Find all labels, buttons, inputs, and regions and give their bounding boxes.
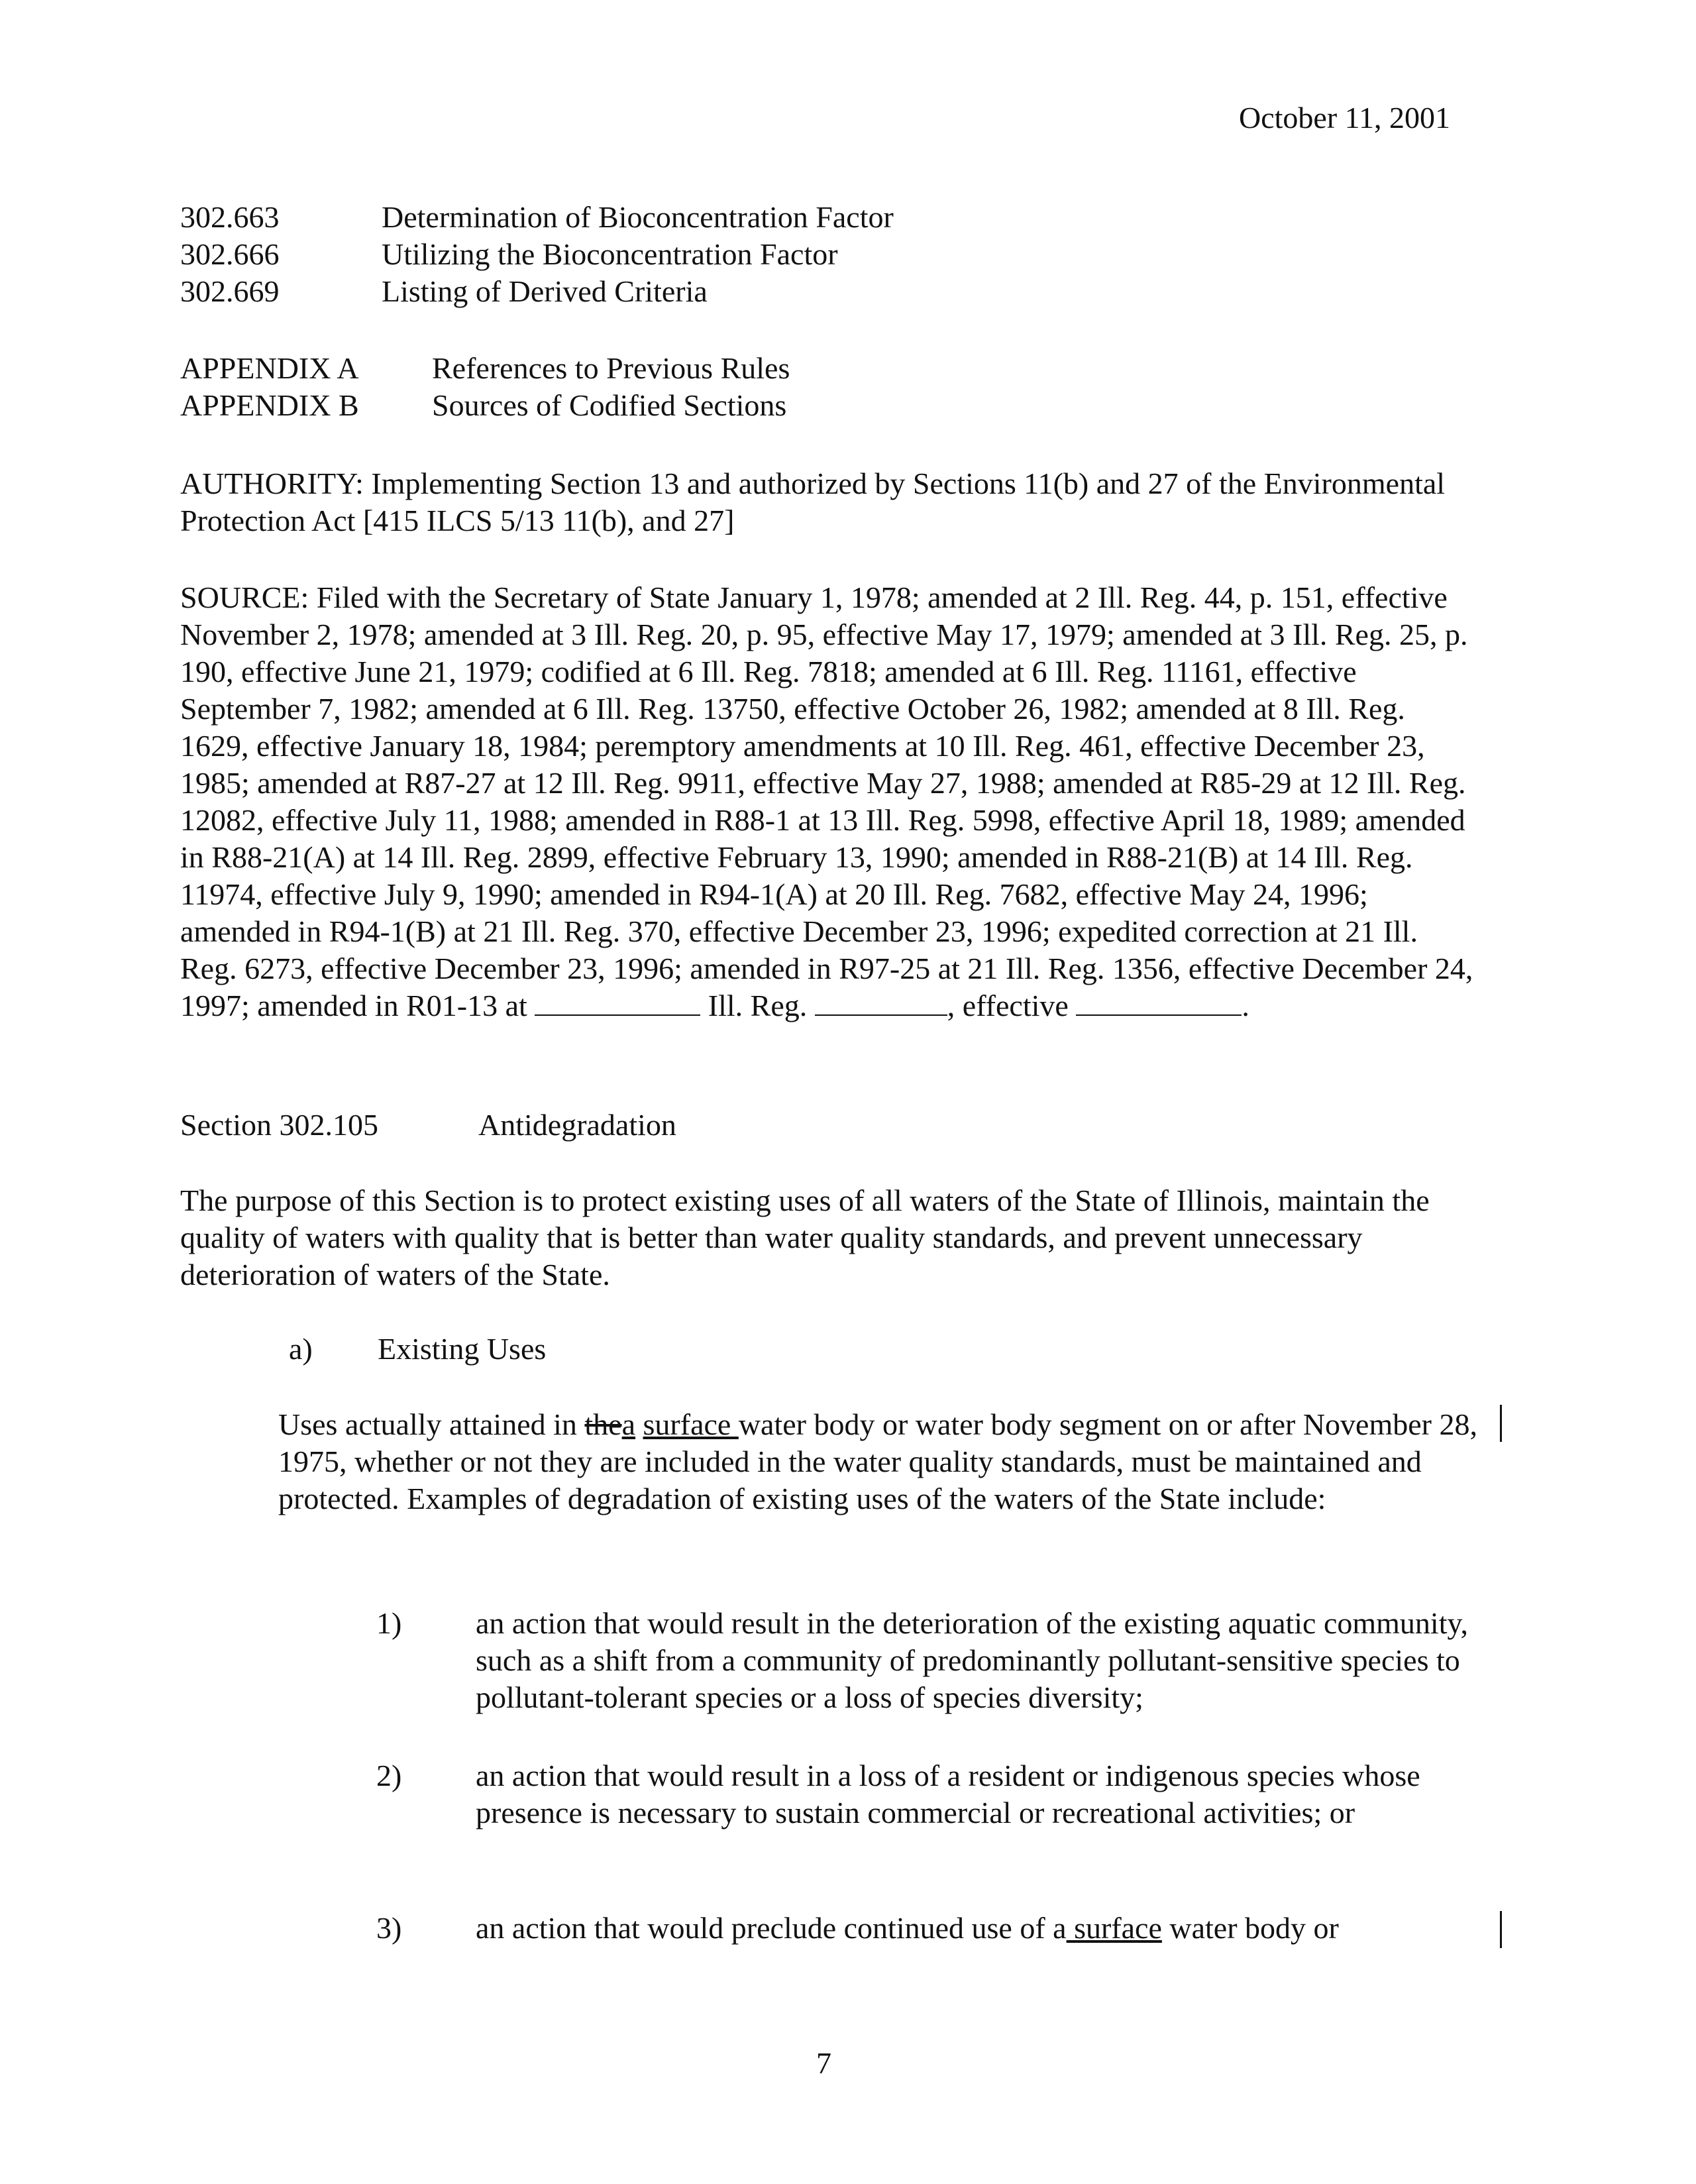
source-history: SOURCE: Filed with the Secretary of State January 1, 1978; amended at 2 Ill. Reg. 44, p. 151, effective November 2, 1978; amended at 3 Ill. Reg. 20, p. 95, effective May 17, 1979; amended at 3 Ill. Reg. 25, p. 190, effective June 21, 1979; codified at 6 Ill. Reg. 7818; amended at 6 Ill. Reg. 11161, effective September 7, 1982; amended at 6 Ill. Reg. 13750, effective October 26, 1982; amended at 8 Ill. Reg. 1629, effective January 18, 1984; peremptory amendments at 10 Ill. Reg. 461, effective December 23, 1985; amended at R87-27 at 12 Ill. Reg. 9911, effective May 27, 1988; amended at R85-29 at 12 Ill. Reg. 12082, effective July 11, 1988; amended in R88-1 at 13 Ill. Reg. 5998, effective April 18, 1989; amended in R88-21(A) at 14 Ill. Reg. 2899, effective February 13, 1990; amended in R88-21(B) at 14 Ill. Reg. 11974, effective July 9, 1990; amended in R94-1(A) at 20 Ill. Reg. 7682, effective May 24, 1996; amended in R94-1(B) at 21 Ill. Reg. 370, effective December 23, 1996; expedited correction at 21 Ill. Reg. 6273, effective December 23, 1996; amended in R97-25 at 21 Ill. Reg. 1356, effective December 24, 1997; amended in <box>180 580 1473 1022</box>
existing-uses-text <box>278 1406 1477 1517</box>
appendix-title: References to Previous Rules <box>432 351 790 385</box>
subsection-title: Existing Uses <box>378 1332 547 1366</box>
source-tail-prefix: R01-13 at <box>406 989 527 1022</box>
subsection-label: a) <box>289 1332 313 1366</box>
inserted-text-surface: surface <box>1066 1911 1162 1945</box>
toc-title: Determination of Bioconcentration Factor <box>382 200 894 234</box>
appendix-label: APPENDIX A <box>180 351 359 385</box>
toc-number: 302.669 <box>180 274 280 308</box>
source-paragraph <box>180 579 1479 1024</box>
section-title: Antidegradation <box>478 1108 676 1142</box>
register-page-blank <box>815 988 947 1016</box>
existing-uses-paragraph <box>278 1406 1477 1517</box>
list-item-label: 2) <box>376 1759 402 1792</box>
toc-number: 302.666 <box>180 237 280 271</box>
section-number: Section 302.105 <box>180 1108 378 1142</box>
uses-text-end: water body or water body segment on or after November 28, 1975, whether or not they are included in the water quality standards, must be maintained and protected. Examples of degradation of existing uses of the waters of the State include: <box>278 1407 1477 1515</box>
list-item-text: an action that would result in a loss of a resident or indigenous species whose presence is necessary to sustain commercial or recreational activities; or <box>476 1759 1420 1829</box>
toc-title: Utilizing the Bioconcentration Factor <box>382 237 838 271</box>
change-bar <box>1500 1911 1502 1948</box>
page-number: 7 <box>816 2046 831 2080</box>
list-item-text <box>476 1910 1489 1947</box>
authority-text: AUTHORITY: Implementing Section 13 and authorized by Sections 11(b) and 27 of the Environmental Protection Act [415 ILCS 5/13 11(b), and 27] <box>180 466 1446 537</box>
source-text <box>180 579 1479 1024</box>
item-text-end: water body or <box>1161 1911 1339 1945</box>
change-bar <box>1500 1405 1502 1442</box>
inserted-text: a <box>621 1407 636 1441</box>
register-volume-blank <box>535 988 700 1016</box>
inserted-text-surface: surface <box>643 1407 739 1441</box>
authority-paragraph <box>180 465 1479 539</box>
list-item-label: 1) <box>376 1606 402 1640</box>
source-tail-effective: , effective <box>947 989 1069 1022</box>
toc-title: Listing of Derived Criteria <box>382 274 708 308</box>
uses-text-start: Uses actually attained in <box>278 1407 585 1441</box>
effective-date-blank <box>1076 988 1242 1016</box>
toc-number: 302.663 <box>180 200 280 234</box>
appendix-label: APPENDIX B <box>180 388 359 422</box>
source-tail-end: . <box>1242 989 1249 1022</box>
source-tail-mid: Ill. Reg. <box>708 989 808 1022</box>
purpose-paragraph <box>180 1182 1479 1293</box>
list-item-text: an action that would result in the deterioration of the existing aquatic community, such as a shift from a community of predominantly pollutant-sensitive species to pollutant-tolerant species or a loss of species diversity; <box>476 1606 1469 1714</box>
item-text-start: an action that would preclude continued use of a <box>476 1911 1067 1945</box>
document-date: October 11, 2001 <box>1239 101 1450 135</box>
purpose-text: The purpose of this Section is to protect existing uses of all waters of the State of Illinois, maintain the quality of waters with quality that is better than water quality standards, and prevent unnecessary deterioration of waters of the State. <box>180 1183 1430 1291</box>
list-item-label: 3) <box>376 1911 402 1945</box>
appendix-title: Sources of Codified Sections <box>432 388 787 422</box>
deleted-text: the <box>584 1407 622 1441</box>
